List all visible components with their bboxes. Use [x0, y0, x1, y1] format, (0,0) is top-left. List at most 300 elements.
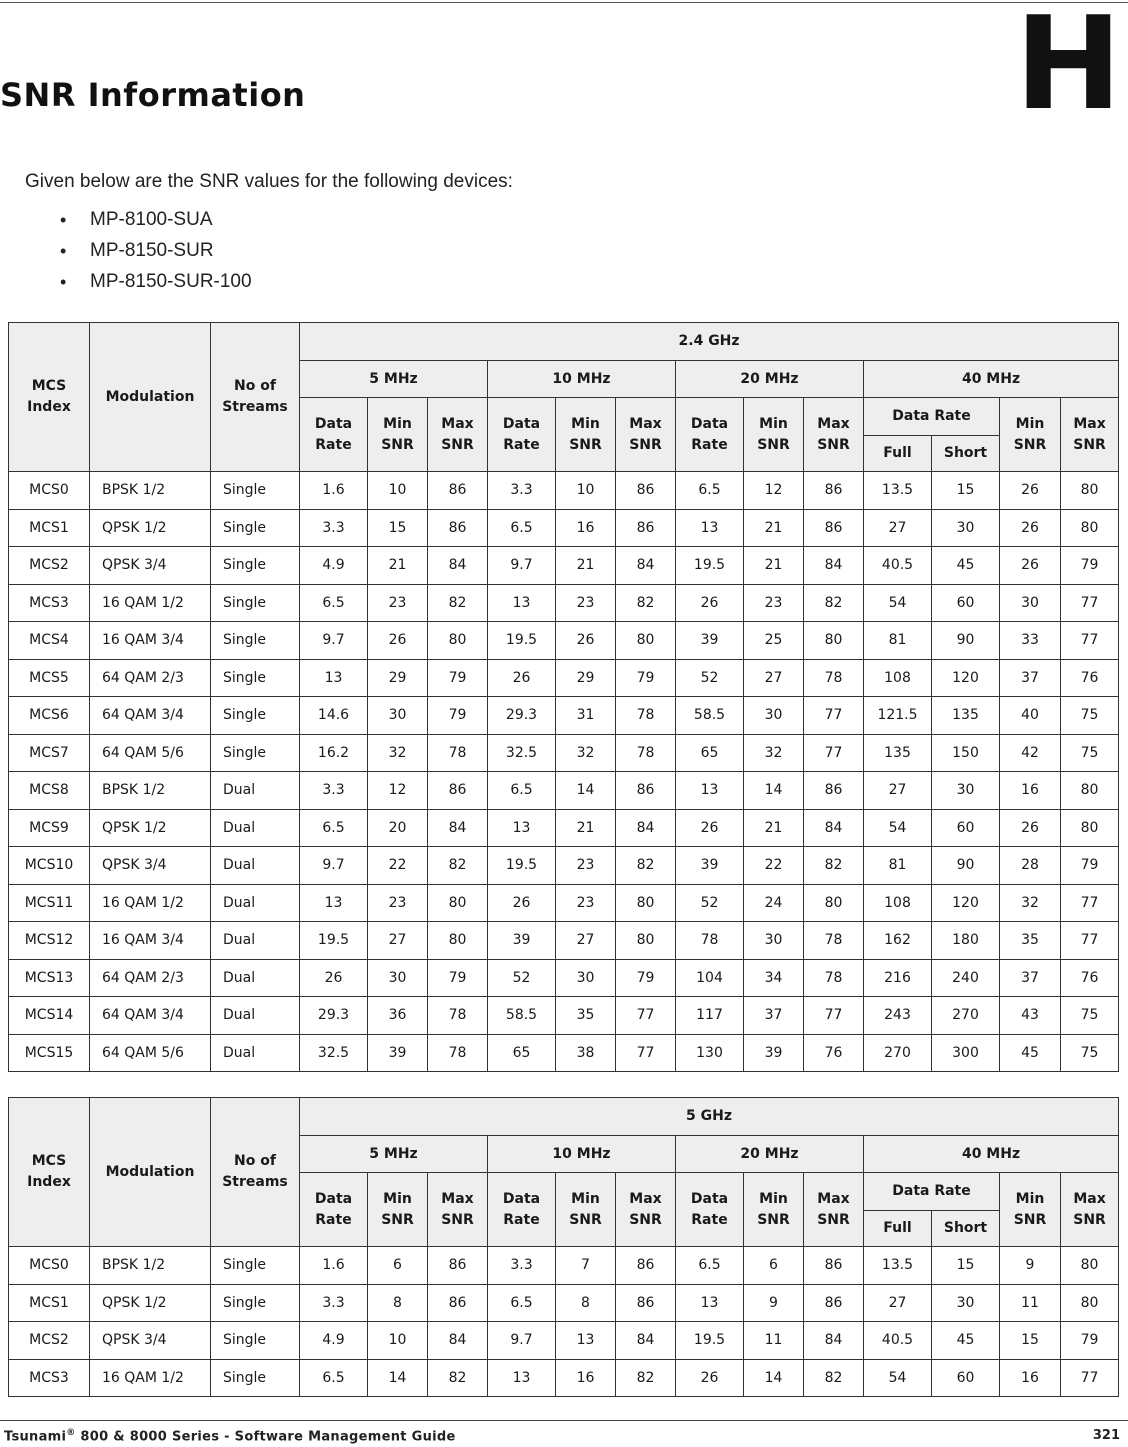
- table-cell: 21: [744, 809, 804, 847]
- table-cell: 26: [1000, 809, 1061, 847]
- table-cell: 16 QAM 1/2: [90, 584, 211, 622]
- table-cell: Dual: [211, 809, 300, 847]
- table-row: [9, 547, 1119, 585]
- table-cell: 80: [616, 884, 676, 922]
- table-cell: 26: [1000, 509, 1061, 547]
- table-cell: Single: [211, 1247, 300, 1285]
- header-mcs-index: MCS Index: [9, 1098, 90, 1247]
- table-cell: 23: [556, 584, 616, 622]
- snr-table-2-4ghz: [8, 322, 1119, 1072]
- header-min-snr: Min SNR: [556, 1173, 616, 1247]
- table-cell: 150: [932, 734, 1000, 772]
- device-name: MP-8100-SUA: [90, 209, 213, 230]
- table-cell: 4.9: [300, 1322, 368, 1360]
- table-cell: 26: [488, 884, 556, 922]
- table-cell: 39: [488, 922, 556, 960]
- table-cell: 21: [744, 509, 804, 547]
- table-cell: 60: [932, 1359, 1000, 1397]
- table-cell: 16 QAM 1/2: [90, 884, 211, 922]
- table-cell: 84: [428, 547, 488, 585]
- table-cell: MCS1: [9, 509, 90, 547]
- header-full: Full: [864, 436, 932, 472]
- table-cell: Single: [211, 509, 300, 547]
- table-cell: 19.5: [676, 1322, 744, 1360]
- table-cell: Single: [211, 1359, 300, 1397]
- header-min-snr: Min SNR: [1000, 398, 1061, 472]
- table-cell: 21: [368, 547, 428, 585]
- table-cell: 30: [744, 922, 804, 960]
- table-cell: 84: [616, 809, 676, 847]
- header-short: Short: [932, 1211, 1000, 1247]
- table-cell: 16 QAM 1/2: [90, 1359, 211, 1397]
- table-cell: 180: [932, 922, 1000, 960]
- table-cell: 54: [864, 1359, 932, 1397]
- table-cell: 82: [428, 847, 488, 885]
- table-cell: 1.6: [300, 1247, 368, 1285]
- header-min-snr: Min SNR: [556, 398, 616, 472]
- table-row: [9, 584, 1119, 622]
- table-cell: 75: [1061, 1034, 1119, 1072]
- table-cell: 135: [932, 697, 1000, 735]
- table-cell: 6.5: [300, 584, 368, 622]
- table-cell: 82: [616, 584, 676, 622]
- header-band: 5 GHz: [300, 1098, 1119, 1136]
- table-cell: Single: [211, 472, 300, 510]
- header-bw-40: 40 MHz: [864, 361, 1119, 398]
- table-cell: 80: [804, 622, 864, 660]
- table-cell: 86: [616, 772, 676, 810]
- table-cell: Dual: [211, 1034, 300, 1072]
- table-row: [9, 659, 1119, 697]
- table-cell: 79: [1061, 847, 1119, 885]
- table-cell: 29: [368, 659, 428, 697]
- table-cell: 31: [556, 697, 616, 735]
- table-row: [9, 1284, 1119, 1322]
- page-title: SNR Information: [0, 76, 306, 114]
- table-cell: 19.5: [488, 622, 556, 660]
- page-number: 321: [1092, 1428, 1120, 1443]
- table-cell: MCS3: [9, 1359, 90, 1397]
- table-cell: 90: [932, 847, 1000, 885]
- table-row: [9, 1034, 1119, 1072]
- table-cell: 27: [556, 922, 616, 960]
- table-cell: MCS0: [9, 1247, 90, 1285]
- table-cell: 26: [1000, 472, 1061, 510]
- table-cell: 77: [804, 734, 864, 772]
- table-cell: 22: [744, 847, 804, 885]
- table-cell: 16: [556, 509, 616, 547]
- table-cell: 8: [368, 1284, 428, 1322]
- table-cell: 90: [932, 622, 1000, 660]
- table-cell: 27: [368, 922, 428, 960]
- table-cell: 240: [932, 959, 1000, 997]
- table-cell: 4.9: [300, 547, 368, 585]
- header-data-rate: Data Rate: [676, 1173, 744, 1247]
- list-item: [60, 207, 252, 238]
- device-name: MP-8150-SUR-100: [90, 271, 252, 292]
- table-cell: 82: [804, 1359, 864, 1397]
- table-cell: QPSK 3/4: [90, 847, 211, 885]
- table-cell: 23: [744, 584, 804, 622]
- table-cell: 79: [616, 659, 676, 697]
- table-cell: MCS2: [9, 1322, 90, 1360]
- table-cell: 30: [932, 772, 1000, 810]
- header-streams: No of Streams: [211, 323, 300, 472]
- table-cell: Single: [211, 622, 300, 660]
- table-cell: Single: [211, 1284, 300, 1322]
- table-cell: 80: [804, 884, 864, 922]
- table-cell: 15: [1000, 1322, 1061, 1360]
- table-cell: 16: [1000, 1359, 1061, 1397]
- header-min-snr: Min SNR: [744, 398, 804, 472]
- table-cell: MCS13: [9, 959, 90, 997]
- table-cell: 26: [556, 622, 616, 660]
- table-cell: 86: [616, 1247, 676, 1285]
- table-cell: 80: [1061, 509, 1119, 547]
- table-cell: 78: [616, 734, 676, 772]
- table-cell: 16 QAM 3/4: [90, 622, 211, 660]
- table-cell: 52: [676, 659, 744, 697]
- table-cell: 9.7: [488, 547, 556, 585]
- table-cell: Dual: [211, 884, 300, 922]
- table-cell: 26: [676, 809, 744, 847]
- table-cell: 13: [488, 1359, 556, 1397]
- table-cell: Single: [211, 1322, 300, 1360]
- table-cell: 6.5: [488, 772, 556, 810]
- header-data-rate: Data Rate: [488, 1173, 556, 1247]
- header-bw-10: 10 MHz: [488, 1136, 676, 1173]
- table-cell: 32: [368, 734, 428, 772]
- table-cell: 79: [428, 659, 488, 697]
- table-cell: 40.5: [864, 1322, 932, 1360]
- header-modulation: Modulation: [90, 1098, 211, 1247]
- table-cell: MCS9: [9, 809, 90, 847]
- table-cell: 78: [428, 734, 488, 772]
- table-cell: 12: [368, 772, 428, 810]
- table-cell: 21: [556, 547, 616, 585]
- table-cell: 216: [864, 959, 932, 997]
- table-cell: 77: [1061, 1359, 1119, 1397]
- table-cell: 80: [428, 884, 488, 922]
- table-cell: 79: [1061, 547, 1119, 585]
- table-cell: Dual: [211, 959, 300, 997]
- table-cell: 76: [1061, 959, 1119, 997]
- table-cell: 15: [932, 1247, 1000, 1285]
- table-cell: 28: [1000, 847, 1061, 885]
- table-cell: 80: [616, 922, 676, 960]
- table-row: [9, 847, 1119, 885]
- header-max-snr: Max SNR: [804, 1173, 864, 1247]
- table-cell: 80: [1061, 1284, 1119, 1322]
- header-data-rate-40: Data Rate: [864, 1173, 1000, 1211]
- header-min-snr: Min SNR: [368, 398, 428, 472]
- table-cell: 26: [1000, 547, 1061, 585]
- table-cell: 58.5: [488, 997, 556, 1035]
- table-cell: 16 QAM 3/4: [90, 922, 211, 960]
- header-modulation: Modulation: [90, 323, 211, 472]
- table-cell: 300: [932, 1034, 1000, 1072]
- table-cell: 9: [744, 1284, 804, 1322]
- device-list: [60, 207, 252, 300]
- table-cell: BPSK 1/2: [90, 472, 211, 510]
- table-cell: MCS14: [9, 997, 90, 1035]
- table-cell: 14: [744, 772, 804, 810]
- table-cell: 108: [864, 884, 932, 922]
- table-cell: 270: [932, 997, 1000, 1035]
- table-cell: Single: [211, 659, 300, 697]
- table-cell: 77: [1061, 622, 1119, 660]
- table-cell: MCS12: [9, 922, 90, 960]
- list-item: [60, 269, 252, 300]
- table-cell: 6.5: [676, 472, 744, 510]
- table-cell: 6.5: [488, 509, 556, 547]
- table-cell: 162: [864, 922, 932, 960]
- table-cell: 7: [556, 1247, 616, 1285]
- guide-name: 800 & 8000 Series - Software Management Guide: [80, 1429, 456, 1445]
- table-cell: 32: [556, 734, 616, 772]
- table-cell: 14.6: [300, 697, 368, 735]
- table-cell: 6.5: [300, 809, 368, 847]
- bullet-icon: •: [60, 272, 67, 292]
- table-cell: 86: [804, 1284, 864, 1322]
- registered-mark: ®: [66, 1428, 76, 1438]
- table-cell: 86: [804, 1247, 864, 1285]
- header-bw-20: 20 MHz: [676, 1136, 864, 1173]
- header-data-rate-40: Data Rate: [864, 398, 1000, 436]
- table-cell: 13: [300, 659, 368, 697]
- table-cell: 80: [1061, 1247, 1119, 1285]
- table-cell: 19.5: [488, 847, 556, 885]
- table-cell: 80: [1061, 472, 1119, 510]
- table-cell: 135: [864, 734, 932, 772]
- header-short: Short: [932, 436, 1000, 472]
- table-cell: 78: [616, 697, 676, 735]
- table-cell: 52: [488, 959, 556, 997]
- table-cell: 86: [616, 472, 676, 510]
- table-cell: 30: [556, 959, 616, 997]
- table-row: [9, 922, 1119, 960]
- table-cell: 13: [556, 1322, 616, 1360]
- table-cell: 26: [488, 659, 556, 697]
- table-cell: 86: [428, 1247, 488, 1285]
- table-cell: MCS15: [9, 1034, 90, 1072]
- table-cell: 37: [1000, 659, 1061, 697]
- table-cell: 76: [1061, 659, 1119, 697]
- table-cell: 10: [368, 472, 428, 510]
- table-cell: 6: [368, 1247, 428, 1285]
- table-cell: 39: [744, 1034, 804, 1072]
- table-cell: 86: [428, 509, 488, 547]
- table-cell: 82: [428, 584, 488, 622]
- table-cell: 9.7: [300, 847, 368, 885]
- table-cell: 64 QAM 3/4: [90, 997, 211, 1035]
- table-cell: 35: [556, 997, 616, 1035]
- table-cell: 243: [864, 997, 932, 1035]
- table-cell: 81: [864, 622, 932, 660]
- table-cell: 64 QAM 5/6: [90, 734, 211, 772]
- table-cell: 39: [676, 847, 744, 885]
- table-cell: 38: [556, 1034, 616, 1072]
- table-cell: 65: [676, 734, 744, 772]
- table-cell: MCS0: [9, 472, 90, 510]
- table-cell: 32: [744, 734, 804, 772]
- table-cell: 64 QAM 3/4: [90, 697, 211, 735]
- header-data-rate: Data Rate: [676, 398, 744, 472]
- table-row: [9, 1359, 1119, 1397]
- table-row: [9, 1247, 1119, 1285]
- table-cell: 35: [1000, 922, 1061, 960]
- table-cell: 80: [1061, 809, 1119, 847]
- table-cell: QPSK 3/4: [90, 547, 211, 585]
- table-cell: 86: [428, 1284, 488, 1322]
- table-cell: MCS11: [9, 884, 90, 922]
- table-cell: MCS5: [9, 659, 90, 697]
- table-cell: 6.5: [300, 1359, 368, 1397]
- table-cell: 54: [864, 584, 932, 622]
- table-cell: 12: [744, 472, 804, 510]
- header-max-snr: Max SNR: [428, 1173, 488, 1247]
- table-cell: MCS8: [9, 772, 90, 810]
- table-cell: 32.5: [300, 1034, 368, 1072]
- table-row: [9, 997, 1119, 1035]
- table-cell: 84: [428, 1322, 488, 1360]
- table-cell: 30: [368, 697, 428, 735]
- table-cell: 130: [676, 1034, 744, 1072]
- chapter-letter: H: [1014, 0, 1122, 139]
- table-cell: 60: [932, 809, 1000, 847]
- table-cell: 6.5: [676, 1247, 744, 1285]
- table-cell: 77: [616, 997, 676, 1035]
- table-cell: 86: [804, 509, 864, 547]
- header-min-snr: Min SNR: [1000, 1173, 1061, 1247]
- table-cell: 80: [616, 622, 676, 660]
- table-cell: MCS10: [9, 847, 90, 885]
- table-cell: Single: [211, 734, 300, 772]
- table-row: [9, 622, 1119, 660]
- table-cell: 21: [744, 547, 804, 585]
- table-cell: 77: [1061, 922, 1119, 960]
- table-cell: 82: [616, 1359, 676, 1397]
- table-cell: 13: [676, 1284, 744, 1322]
- top-rule: [0, 2, 1128, 3]
- table-cell: 40.5: [864, 547, 932, 585]
- table-cell: QPSK 1/2: [90, 1284, 211, 1322]
- table-cell: MCS2: [9, 547, 90, 585]
- table-cell: 13.5: [864, 1247, 932, 1285]
- table-cell: 6.5: [488, 1284, 556, 1322]
- table-cell: MCS3: [9, 584, 90, 622]
- table-cell: 27: [864, 509, 932, 547]
- table-cell: 15: [932, 472, 1000, 510]
- table-row: [9, 959, 1119, 997]
- table-cell: 45: [1000, 1034, 1061, 1072]
- table-cell: 82: [616, 847, 676, 885]
- table-cell: 6: [744, 1247, 804, 1285]
- table-cell: 29: [556, 659, 616, 697]
- table-cell: 37: [1000, 959, 1061, 997]
- table-cell: 14: [368, 1359, 428, 1397]
- table-cell: 45: [932, 1322, 1000, 1360]
- table-cell: 20: [368, 809, 428, 847]
- table-cell: 78: [804, 659, 864, 697]
- header-data-rate: Data Rate: [300, 1173, 368, 1247]
- table-cell: 80: [428, 622, 488, 660]
- header-mcs-index: MCS Index: [9, 323, 90, 472]
- table-cell: 40: [1000, 697, 1061, 735]
- table-cell: 82: [428, 1359, 488, 1397]
- table-cell: 15: [368, 509, 428, 547]
- table-cell: 32: [1000, 884, 1061, 922]
- table-cell: 22: [368, 847, 428, 885]
- table-cell: BPSK 1/2: [90, 772, 211, 810]
- table-cell: 24: [744, 884, 804, 922]
- header-bw-20: 20 MHz: [676, 361, 864, 398]
- table-cell: 77: [1061, 584, 1119, 622]
- table-cell: 3.3: [488, 1247, 556, 1285]
- table-cell: Dual: [211, 997, 300, 1035]
- table-cell: 13: [488, 809, 556, 847]
- table-cell: 78: [428, 997, 488, 1035]
- bullet-icon: •: [60, 210, 67, 230]
- table-cell: 30: [1000, 584, 1061, 622]
- table-cell: 9: [1000, 1247, 1061, 1285]
- table-cell: MCS1: [9, 1284, 90, 1322]
- table-cell: 26: [300, 959, 368, 997]
- table-cell: 64 QAM 2/3: [90, 959, 211, 997]
- table-cell: BPSK 1/2: [90, 1247, 211, 1285]
- header-min-snr: Min SNR: [744, 1173, 804, 1247]
- table-cell: 120: [932, 884, 1000, 922]
- header-streams: No of Streams: [211, 1098, 300, 1247]
- table-cell: 84: [804, 809, 864, 847]
- table-cell: 13: [676, 509, 744, 547]
- header-data-rate: Data Rate: [488, 398, 556, 472]
- table-cell: 77: [804, 697, 864, 735]
- table-cell: 23: [368, 584, 428, 622]
- table-cell: 42: [1000, 734, 1061, 772]
- table-cell: Dual: [211, 922, 300, 960]
- table-cell: 19.5: [300, 922, 368, 960]
- table-cell: 86: [428, 472, 488, 510]
- table-cell: 84: [428, 809, 488, 847]
- table-cell: 9.7: [488, 1322, 556, 1360]
- table-cell: 30: [932, 509, 1000, 547]
- product-name: Tsunami: [4, 1429, 67, 1445]
- table-cell: 16.2: [300, 734, 368, 772]
- header-full: Full: [864, 1211, 932, 1247]
- table-cell: 39: [676, 622, 744, 660]
- table-row: [9, 1322, 1119, 1360]
- table-cell: 32.5: [488, 734, 556, 772]
- table-cell: 84: [616, 1322, 676, 1360]
- table-cell: 86: [804, 772, 864, 810]
- table-cell: 26: [368, 622, 428, 660]
- table-cell: 27: [864, 1284, 932, 1322]
- table-cell: 84: [804, 1322, 864, 1360]
- table-cell: 8: [556, 1284, 616, 1322]
- table-cell: Dual: [211, 847, 300, 885]
- table-cell: Single: [211, 697, 300, 735]
- table-cell: 77: [804, 997, 864, 1035]
- table-cell: 86: [616, 509, 676, 547]
- table-cell: 79: [428, 959, 488, 997]
- table-row: [9, 697, 1119, 735]
- header-min-snr: Min SNR: [368, 1173, 428, 1247]
- table-cell: 58.5: [676, 697, 744, 735]
- footer-rule: [0, 1420, 1128, 1421]
- table-cell: 79: [616, 959, 676, 997]
- table-cell: 86: [804, 472, 864, 510]
